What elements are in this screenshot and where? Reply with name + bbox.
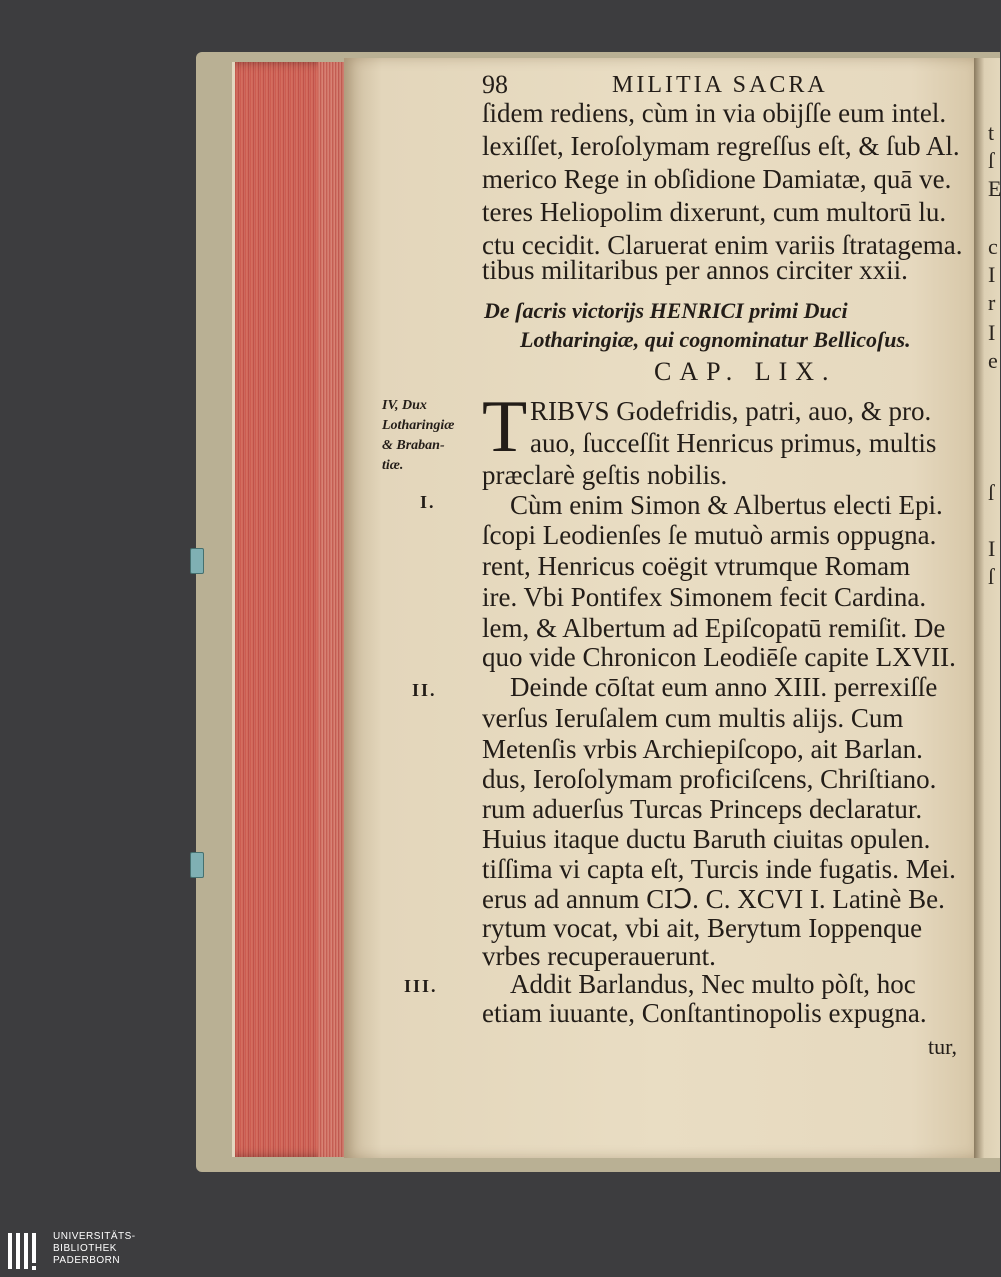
text-line: tiſſima vi capta eſt, Turcis inde fugatis. Mei.: [482, 854, 956, 884]
running-head: MILITIA SACRA: [612, 72, 828, 98]
text-line: ctu cecidit. Claruerat enim variis ſtratagema.: [482, 230, 963, 260]
text-line: vrbes recuperauerunt.: [482, 941, 716, 971]
catchword: tur,: [928, 1034, 958, 1059]
next-page-fragment: ſ: [988, 148, 995, 173]
text-line: dus, Ieroſolymam proficiſcens, Chriſtiano.: [482, 764, 937, 794]
margin-note: & Braban-: [382, 438, 445, 453]
text-line: teres Heliopolim dixerunt, cum multorū lu.: [482, 197, 947, 227]
text-line: lexiſſet, Ieroſolymam regreſſus eſt, & ſub Al.: [482, 131, 960, 161]
next-page-fragment: r: [988, 290, 996, 315]
text-line: etiam iuuante, Conſtantinopolis expugna.: [482, 998, 927, 1028]
next-page-fragment: ſ: [988, 564, 995, 589]
text-line: RIBVS Godefridis, patri, auo, & pro.: [530, 396, 932, 426]
text-line: ire. Vbi Pontifex Simonem fecit Cardina.: [482, 582, 927, 612]
margin-numeral: II.: [412, 680, 437, 700]
clasp-icon: [190, 548, 204, 574]
text-line: tibus militaribus per annos circiter xxii.: [482, 255, 908, 285]
next-page-fragment: ſ: [988, 480, 995, 505]
page-number: 98: [482, 70, 508, 99]
text-line: rent, Henricus coëgit vtrumque Romam: [482, 551, 911, 581]
text-line: verſus Ieruſalem cum multis alijs. Cum: [482, 703, 904, 733]
margin-note: IV, Dux: [382, 398, 427, 413]
text-line: Deinde cōſtat eum anno XIII. perrexiſſe: [510, 672, 938, 702]
text-line: lem, & Albertum ad Epiſcopatū remiſit. De: [482, 613, 946, 643]
chapter-number: CAP. LIX.: [654, 357, 837, 386]
next-page-fragment: E: [988, 176, 1001, 201]
text-line: quo vide Chronicon Leodiēſe capite LXVII.: [482, 642, 956, 672]
text-line: Addit Barlandus, Nec multo pòſt, hoc: [510, 969, 916, 999]
text-line: auo, ſucceſſit Henricus primus, multis: [530, 428, 937, 458]
library-logo-icon: [6, 1229, 44, 1273]
text-line: rum aduerſus Turcas Princeps declaratur.: [482, 794, 923, 824]
chapter-title: De ſacris victorijs HENRICI primi Duci: [484, 298, 848, 323]
text-line: præclarè geſtis nobilis.: [482, 460, 728, 490]
next-page-fragment: I: [988, 262, 996, 287]
margin-numeral: I.: [420, 492, 436, 512]
logo-text-line: BIBLIOTHEK: [53, 1243, 117, 1254]
margin-note: Lotharingiæ: [382, 418, 455, 433]
next-page-fragment: e: [988, 348, 998, 373]
text-line: ſidem rediens, cùm in via obijſſe eum intel.: [482, 98, 947, 128]
next-page-fragment: t: [988, 120, 995, 145]
margin-note: tiæ.: [382, 458, 404, 473]
footer-bar: [0, 1227, 1000, 1277]
logo-text-line: PADERBORN: [53, 1255, 121, 1266]
page-edges-inner: [318, 62, 344, 1157]
next-page-sliver: [974, 58, 1000, 1158]
next-page-fragment: I: [988, 536, 996, 561]
next-page-fragment: I: [988, 320, 996, 345]
logo-text-line: UNIVERSITÄTS-: [53, 1231, 136, 1242]
clasp-icon: [190, 852, 204, 878]
drop-cap: T: [482, 386, 528, 468]
text-line: Metenſis vrbis Archiepiſcopo, ait Barlan.: [482, 734, 923, 764]
chapter-title: Lotharingiæ, qui cognominatur Bellicoſus.: [520, 327, 911, 352]
text-line: Cùm enim Simon & Albertus electi Epi.: [510, 490, 943, 520]
next-page-fragment: c: [988, 234, 998, 259]
text-line: rytum vocat, vbi ait, Berytum Ioppenque: [482, 913, 923, 943]
text-line: erus ad annum CIↃ. C. XCVI I. Latinè Be.: [482, 884, 945, 914]
text-line: ſcopi Leodienſes ſe mutuò armis oppugna.: [482, 520, 937, 550]
text-line: Huius itaque ductu Baruth ciuitas opulen.: [482, 824, 931, 854]
text-line: merico Rege in obſidione Damiatæ, quā ve.: [482, 164, 952, 194]
margin-numeral: III.: [404, 976, 438, 996]
